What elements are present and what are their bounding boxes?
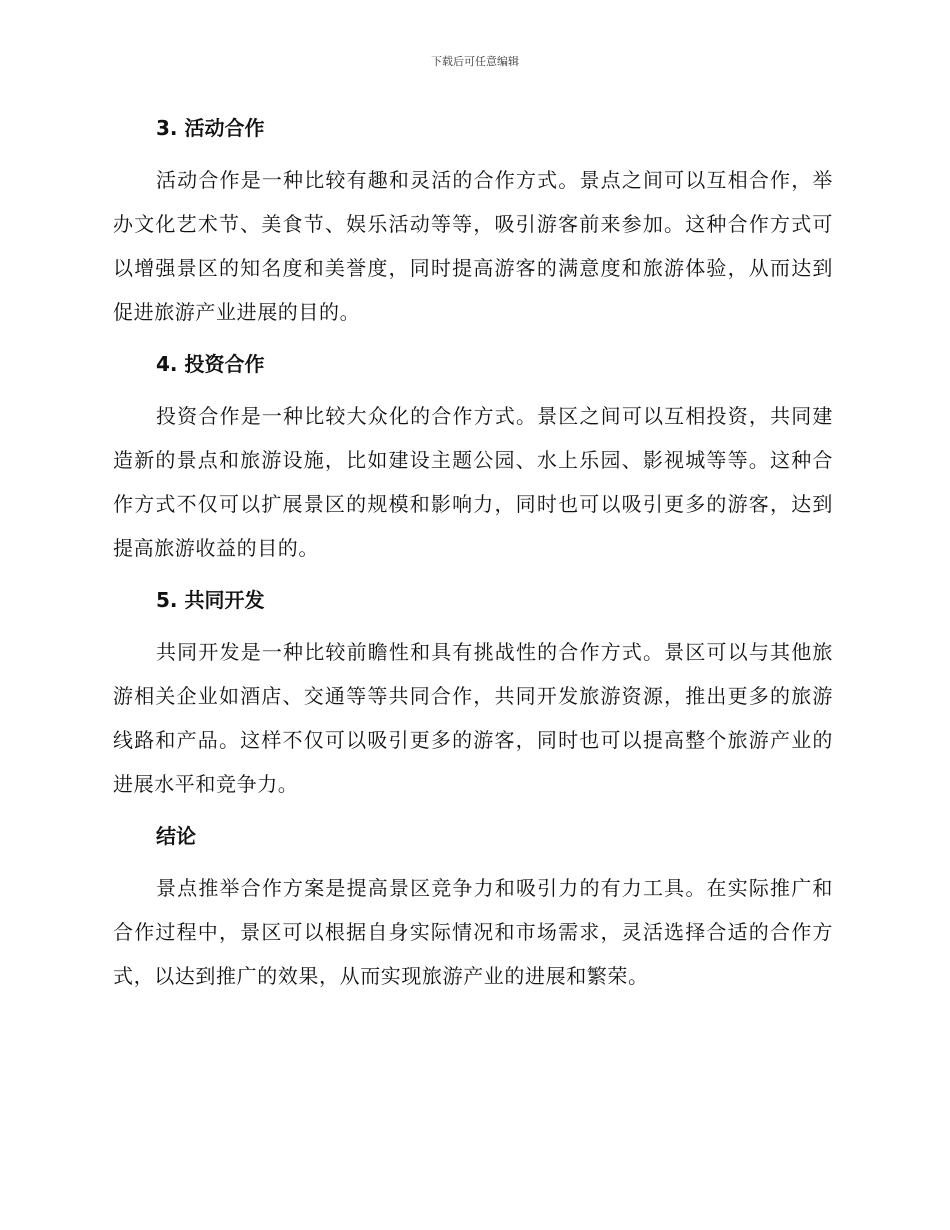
section-paragraph: 活动合作是一种比较有趣和灵活的合作方式。景点之间可以互相合作，举办文化艺术节、美食节、娱乐活动等等，吸引游客前来参加。这种合作方式可以增强景区的知名度和美誉度，同时提高游客的满意度和旅游体验，从而达到促进旅游产业进展的目的。 [113, 168, 833, 324]
section-heading: 4. 投资合作 [156, 352, 265, 376]
section-conclusion [113, 821, 833, 998]
section-investment-cooperation [113, 349, 833, 570]
section-paragraph: 共同开发是一种比较前瞻性和具有挑战性的合作方式。景区可以与其他旅游相关企业如酒店、交通等等共同合作，共同开发旅游资源，推出更多的旅游线路和产品。这样不仅可以吸引更多的游客，同时也可以提高整个旅游产业的进展水平和竞争力。 [113, 640, 833, 796]
section-heading: 结论 [156, 824, 196, 848]
section-heading: 5. 共同开发 [156, 588, 265, 612]
section-paragraph: 投资合作是一种比较大众化的合作方式。景区之间可以互相投资，共同建造新的景点和旅游设施，比如建设主题公园、水上乐园、影视城等等。这种合作方式不仅可以扩展景区的规模和影响力，同时也可以吸引更多的游客，达到提高旅游收益的目的。 [113, 404, 833, 560]
section-heading: 3. 活动合作 [156, 116, 265, 140]
page-header-note: 下载后可任意编辑 [431, 55, 519, 68]
document-body [113, 110, 833, 1013]
section-paragraph: 景点推举合作方案是提高景区竞争力和吸引力的有力工具。在实际推广和合作过程中，景区可以根据自身实际情况和市场需求，灵活选择合适的合作方式，以达到推广的效果，从而实现旅游产业的进展和繁荣。 [113, 876, 833, 988]
section-joint-development [113, 585, 833, 806]
section-activity-cooperation [113, 113, 833, 334]
